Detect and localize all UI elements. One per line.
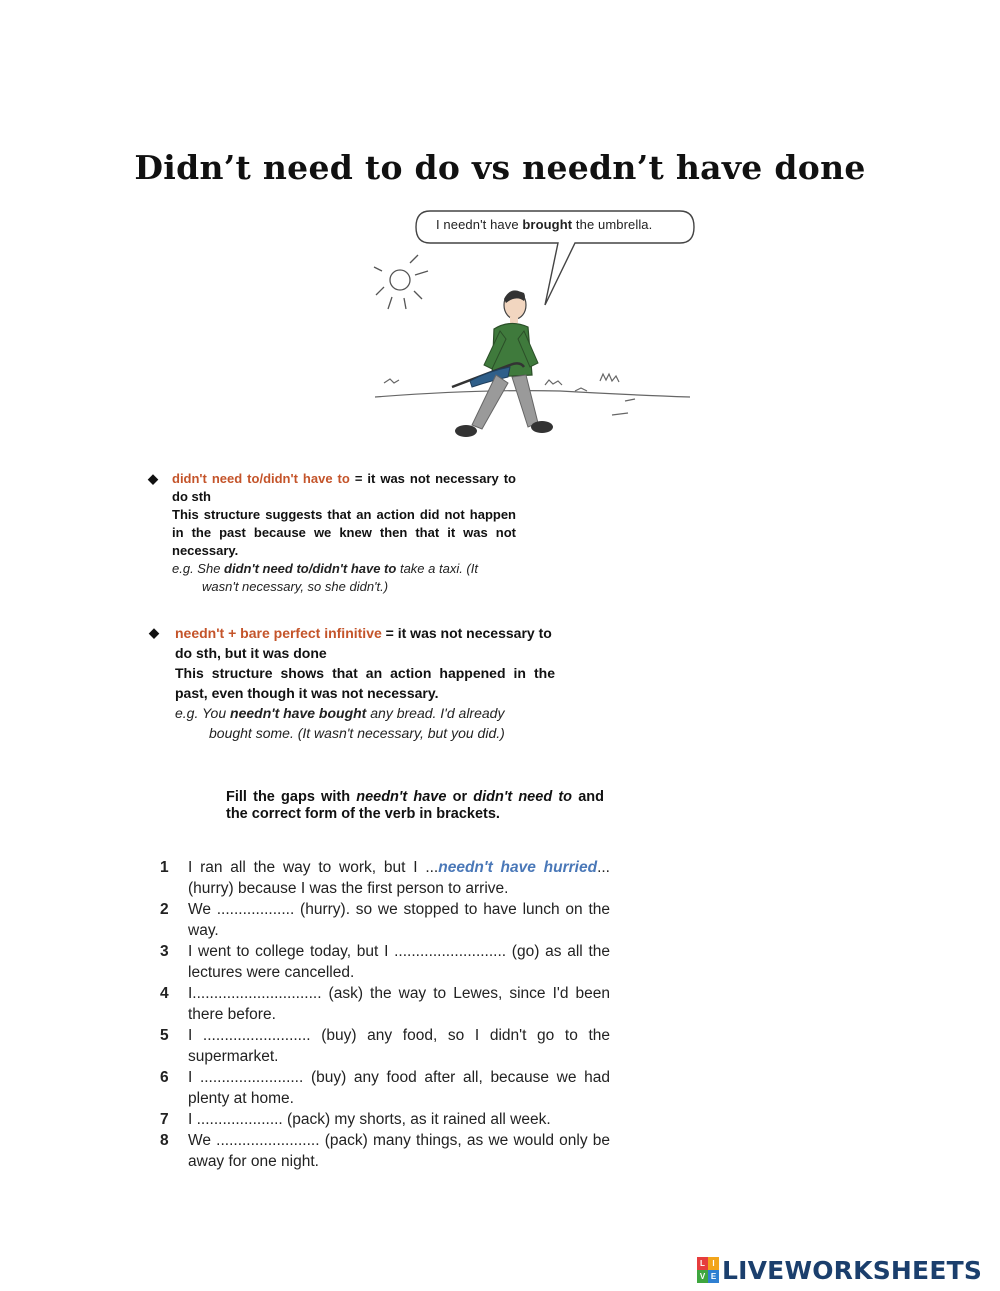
- bubble-text-post: the umbrella.: [572, 217, 653, 232]
- exercise-item: [160, 941, 610, 983]
- exercise-item: [160, 857, 610, 899]
- item-number: 6: [160, 1069, 169, 1086]
- instr-italic1: needn't have: [356, 789, 447, 805]
- rule1-example-pre: e.g. She: [172, 561, 225, 576]
- walking-man: [452, 291, 553, 437]
- rule1-term: didn't need to/didn't have to: [172, 471, 350, 486]
- instr-part3: and the correct form of the verb in brackets.: [226, 789, 604, 822]
- rule1-definition: [172, 470, 516, 506]
- rule2-example-bold: needn't have bought: [230, 705, 367, 721]
- item-text-post: ... (hurry) because I was the first person to arrive.: [188, 859, 610, 897]
- rule-neednt-have: [149, 623, 555, 743]
- rule2-def: = it was not necessary to do sth, but it was done: [175, 625, 552, 661]
- item-text[interactable]: I ........................ (buy) any food after all, because we had plenty at home.: [188, 1069, 610, 1107]
- item-text[interactable]: I.............................. (ask) the way to Lewes, since I'd been there before.: [188, 985, 610, 1023]
- item-number: 1: [160, 859, 169, 876]
- badge-letter: I: [708, 1257, 719, 1270]
- speech-bubble-text: [436, 217, 652, 232]
- rule2-example: [175, 703, 555, 723]
- rule2-definition: [175, 623, 555, 663]
- rule2-example-pre: e.g. You: [175, 705, 231, 721]
- rule-didnt-need-to: [148, 470, 516, 596]
- sun-icon: [374, 255, 428, 309]
- rule2-example-post: any bread. I'd already: [366, 705, 505, 721]
- exercise-item: [160, 1130, 610, 1172]
- rule1-example: [172, 560, 516, 578]
- item-text: [188, 857, 610, 899]
- logo-text: LIVEWORKSHEETS: [722, 1255, 983, 1285]
- rule2-description: This structure shows that an action happened in the past, even though it was not necessary.: [175, 665, 555, 701]
- logo-badge-icon: [697, 1257, 719, 1283]
- diamond-bullet-icon: ◆: [149, 625, 159, 640]
- instr-part2: or: [446, 789, 474, 805]
- rule2-example-line2: bought some. (It wasn't necessary, but you did.): [209, 725, 505, 741]
- exercise-list: [160, 857, 610, 1172]
- bubble-text-bold: brought: [522, 217, 573, 232]
- item-number: 7: [160, 1111, 169, 1128]
- item-text[interactable]: I went to college today, but I .......................... (go) as all the lectures were cancelled.: [188, 943, 610, 981]
- item-number: 5: [160, 1027, 169, 1044]
- rule2-term: needn't + bare perfect infinitive: [175, 625, 382, 641]
- badge-letter: V: [697, 1270, 708, 1283]
- item-number: 3: [160, 943, 169, 960]
- exercise-item: [160, 1109, 610, 1130]
- item-text-pre: I ran all the way to work, but I ...: [188, 859, 439, 876]
- instr-italic2: didn't need to: [473, 789, 573, 805]
- badge-letter: L: [697, 1257, 708, 1270]
- exercise-item: [160, 899, 610, 941]
- rule1-def: = it was not necessary to do sth: [172, 471, 516, 504]
- rule1-example-post: take a taxi. (It: [396, 561, 478, 576]
- exercise-item: [160, 1067, 610, 1109]
- exercise-item: [160, 983, 610, 1025]
- item-answer[interactable]: needn't have hurried: [438, 859, 598, 876]
- item-number: 8: [160, 1132, 169, 1149]
- exercise-item: [160, 1025, 610, 1067]
- item-number: 4: [160, 985, 169, 1002]
- illustration-man-with-umbrella: [360, 205, 700, 450]
- diamond-bullet-icon: ◆: [148, 471, 158, 486]
- liveworksheets-logo[interactable]: [697, 1254, 982, 1286]
- rule1-example-line2: wasn't necessary, so she didn't.): [202, 579, 389, 594]
- item-number: 2: [160, 901, 169, 918]
- rule1-example-bold: didn't need to/didn't have to: [224, 561, 397, 576]
- instr-part1: Fill the gaps with: [226, 789, 357, 805]
- item-text[interactable]: I ......................... (buy) any food, so I didn't go to the supermarket.: [188, 1027, 610, 1065]
- item-text[interactable]: We ........................ (pack) many things, as we would only be away for one night.: [188, 1132, 610, 1170]
- item-text[interactable]: We .................. (hurry). so we stopped to have lunch on the way.: [188, 901, 610, 939]
- rule1-description: This structure suggests that an action did not happen in the past because we knew then that it was not necessary.: [172, 507, 516, 558]
- page-title: Didn’t need to do vs needn’t have done: [134, 148, 866, 187]
- bubble-text-pre: I needn't have: [436, 217, 523, 232]
- item-text[interactable]: I .................... (pack) my shorts, as it rained all week.: [188, 1111, 551, 1128]
- badge-letter: E: [708, 1270, 719, 1283]
- exercise-instructions: [226, 789, 604, 823]
